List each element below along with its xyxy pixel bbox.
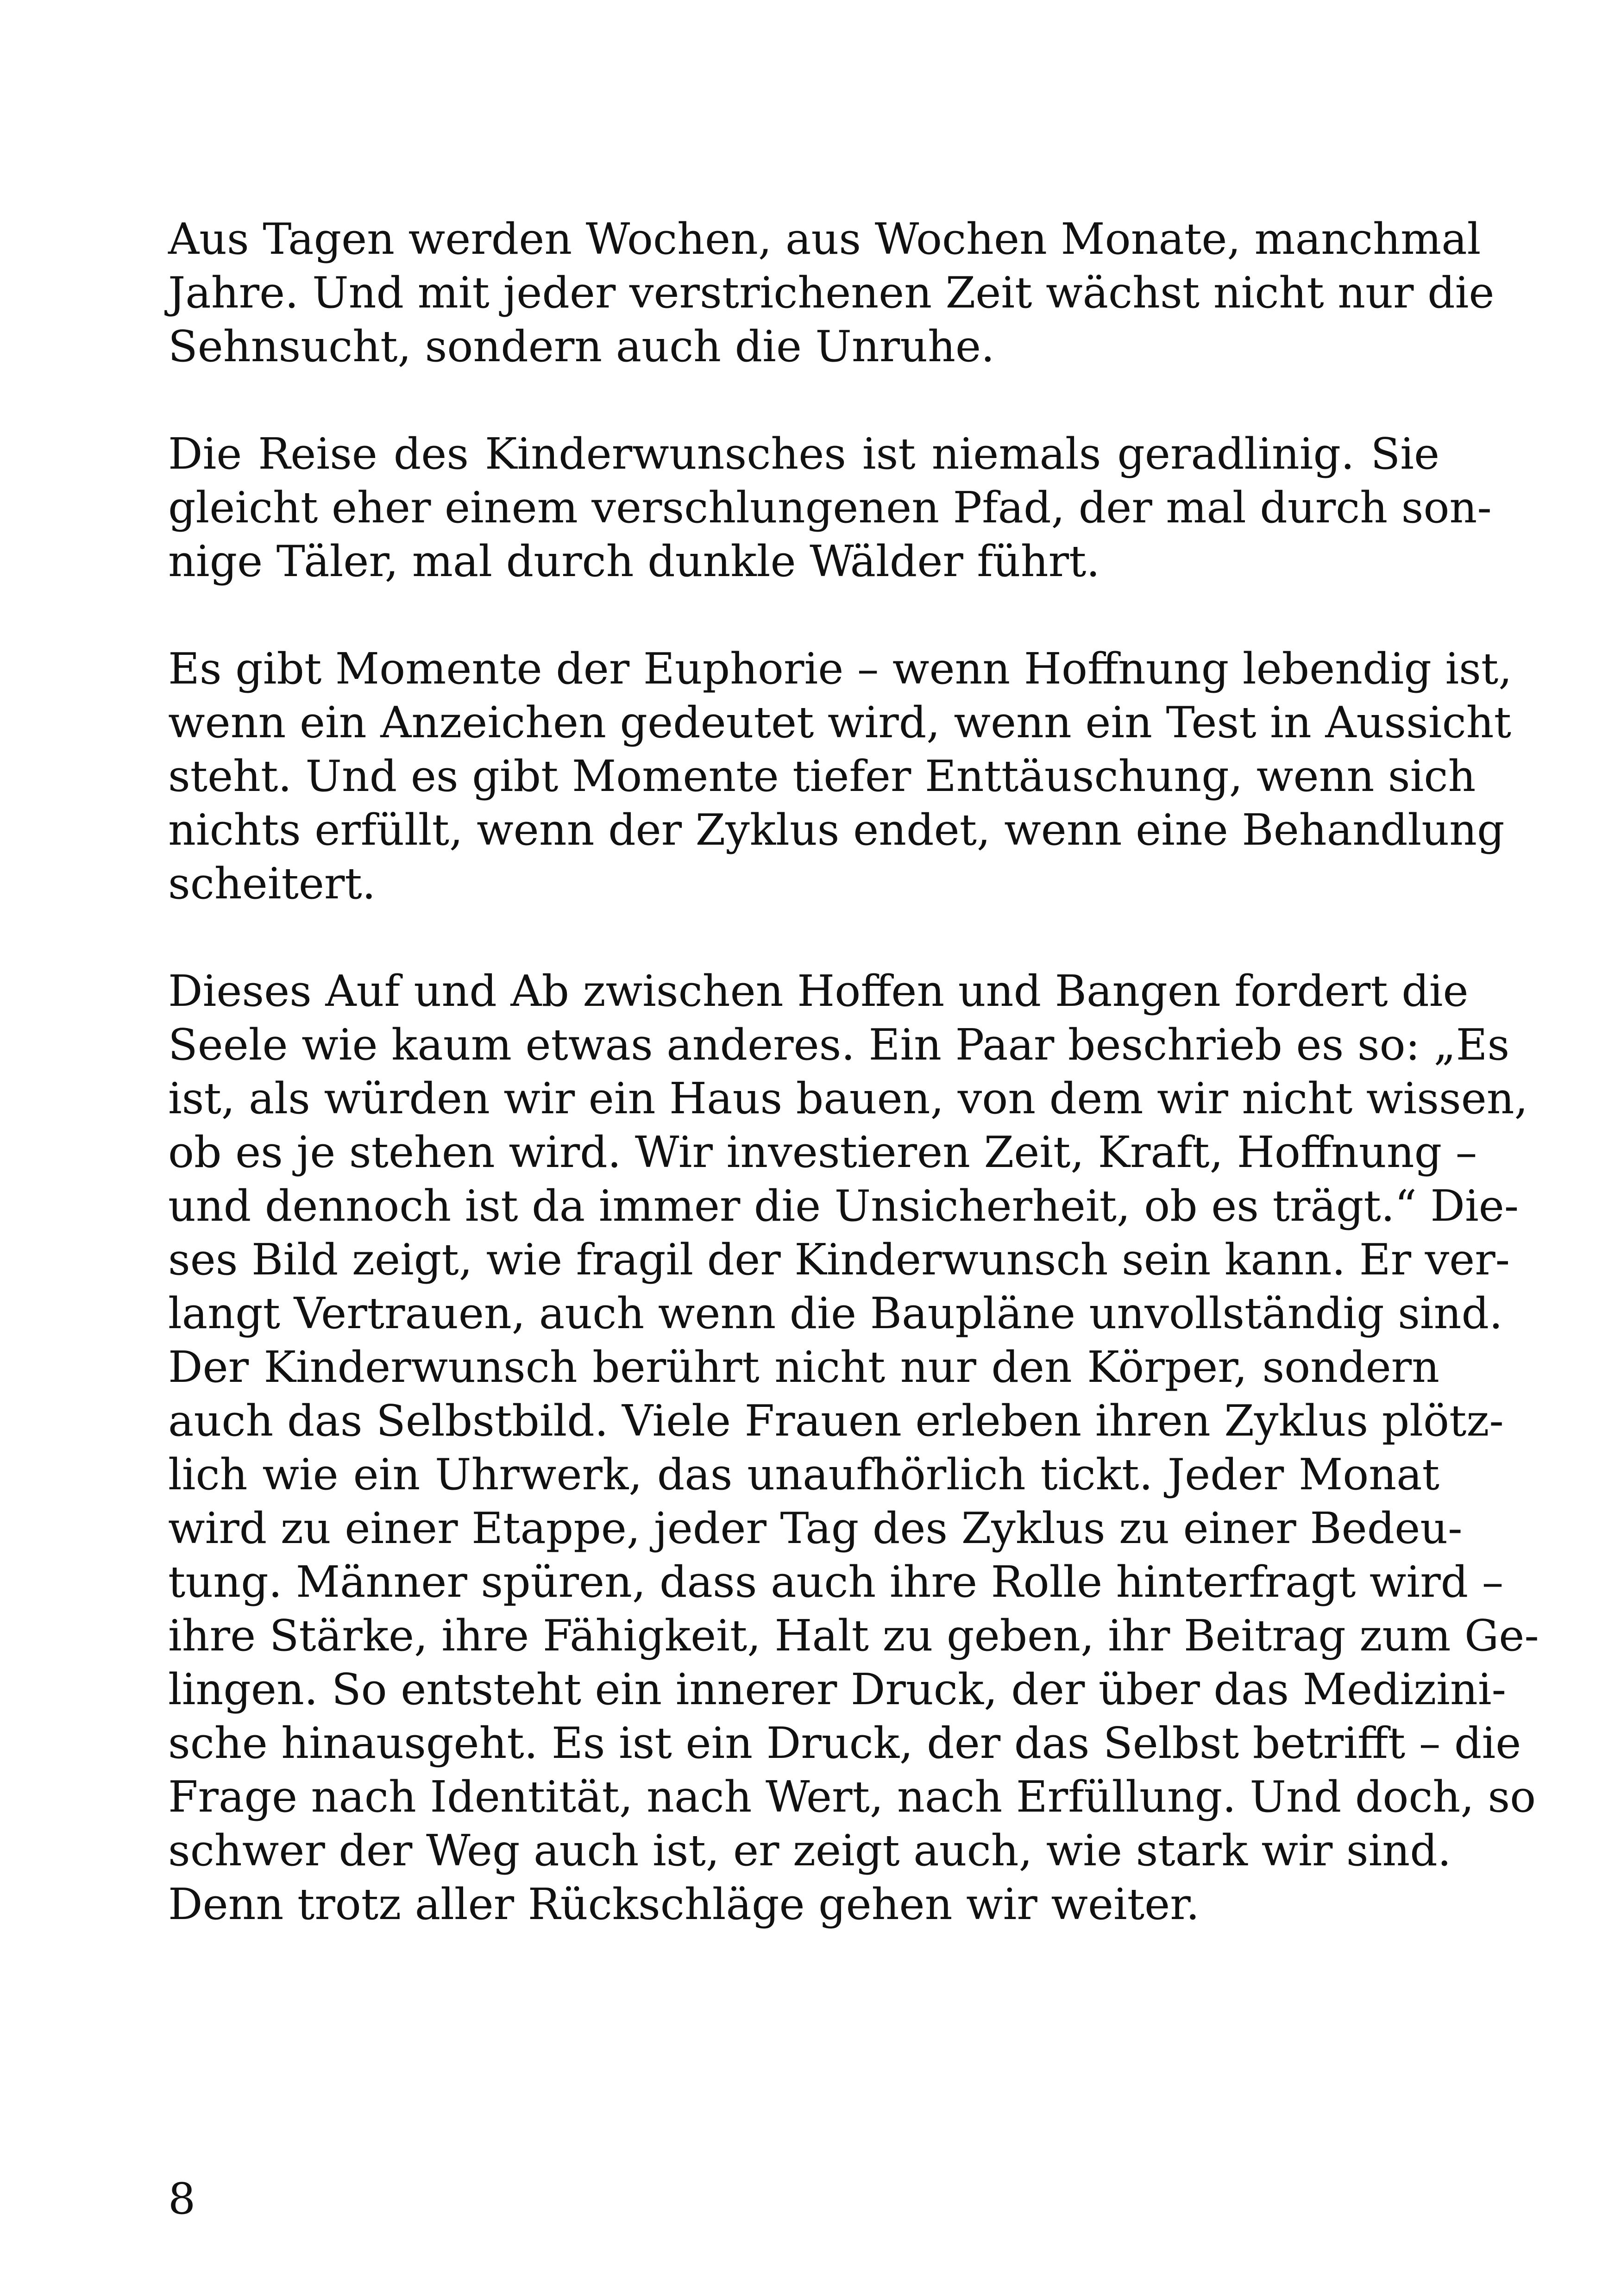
text-line: Denn trotz aller Rückschläge gehen wir weiter. <box>168 1879 1200 1929</box>
paragraph-2 <box>168 427 1492 588</box>
text-line: Jahre. Und mit jeder verstrichenen Zeit wächst nicht nur die <box>168 268 1495 318</box>
page-number: 8 <box>168 2174 196 2224</box>
text-line: ob es je stehen wird. Wir investieren Zeit, Kraft, Hoffnung – <box>168 1127 1477 1177</box>
text-line: nichts erfüllt, wenn der Zyklus endet, wenn eine Behandlung <box>168 805 1505 855</box>
text-line: Dieses Auf und Ab zwischen Hoffen und Bangen fordert die <box>168 966 1469 1016</box>
text-line: Die Reise des Kinderwunsches ist niemals geradlinig. Sie <box>168 429 1439 479</box>
paragraph-gap <box>168 588 1439 642</box>
text-line: tung. Männer spüren, dass auch ihre Rolle hinterfragt wird – <box>168 1557 1504 1607</box>
text-line: steht. Und es gibt Momente tiefer Enttäuschung, wenn sich <box>168 751 1476 801</box>
text-line: Aus Tagen werden Wochen, aus Wochen Monate, manchmal <box>168 214 1481 264</box>
text-line: schwer der Weg auch ist, er zeigt auch, wie stark wir sind. <box>168 1826 1451 1876</box>
text-line: Der Kinderwunsch berührt nicht nur den Körper, sondern <box>168 1342 1439 1392</box>
paragraph-4 <box>168 964 1539 1931</box>
text-line: wenn ein Anzeichen gedeutet wird, wenn ein Test in Aussicht <box>168 697 1511 747</box>
text-line: Seele wie kaum etwas anderes. Ein Paar beschrieb es so: „Es <box>168 1020 1510 1070</box>
paragraph-gap <box>168 373 1439 427</box>
text-line: wird zu einer Etappe, jeder Tag des Zyklus zu einer Bedeu- <box>168 1503 1463 1553</box>
text-line: und dennoch ist da immer die Unsicherheit, ob es trägt.“ Die- <box>168 1181 1519 1231</box>
paragraph-3 <box>168 642 1512 910</box>
text-line: gleicht eher einem verschlungenen Pfad, der mal durch son- <box>168 483 1492 533</box>
text-line: nige Täler, mal durch dunkle Wälder führt. <box>168 536 1100 586</box>
text-line: scheitert. <box>168 859 376 909</box>
body-text <box>168 212 1539 1931</box>
text-line: Es gibt Momente der Euphorie – wenn Hoffnung lebendig ist, <box>168 644 1512 694</box>
text-line: ist, als würden wir ein Haus bauen, von dem wir nicht wissen, <box>168 1073 1528 1123</box>
text-line: lingen. So entsteht ein innerer Druck, der über das Medizini- <box>168 1664 1506 1714</box>
text-line: langt Vertrauen, auch wenn die Baupläne unvollständig sind. <box>168 1288 1503 1338</box>
text-line: ses Bild zeigt, wie fragil der Kinderwunsch sein kann. Er ver- <box>168 1235 1510 1285</box>
text-line: ihre Stärke, ihre Fähigkeit, Halt zu geben, ihr Beitrag zum Ge- <box>168 1611 1539 1661</box>
text-line: sche hinausgeht. Es ist ein Druck, der das Selbst betrifft – die <box>168 1718 1521 1768</box>
paragraph-1 <box>168 212 1495 373</box>
text-line: Frage nach Identität, nach Wert, nach Erfüllung. Und doch, so <box>168 1772 1536 1822</box>
text-line: lich wie ein Uhrwerk, das unaufhörlich tickt. Jeder Monat <box>168 1449 1439 1499</box>
text-line: auch das Selbstbild. Viele Frauen erleben ihren Zyklus plötz- <box>168 1396 1504 1446</box>
paragraph-gap <box>168 910 1439 964</box>
text-line: Sehnsucht, sondern auch die Unruhe. <box>168 321 995 371</box>
